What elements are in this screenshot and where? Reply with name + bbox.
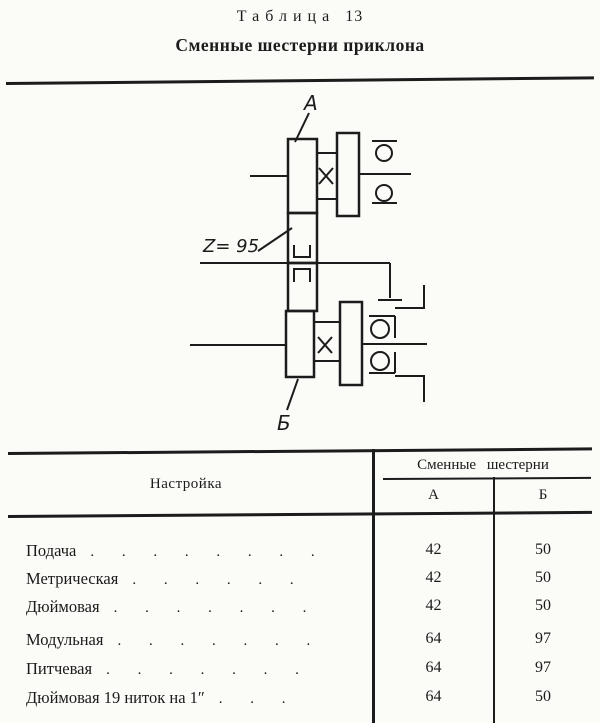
idler-gear-label: Z= 95 [203,236,260,257]
dot-leader: . . . . . . [132,572,295,588]
page-subtitle: Сменные шестерни приклона [175,35,425,55]
table-row-label [26,659,366,679]
dot-leader: . . . [218,691,287,707]
lower-bearing-bottom-ball [371,352,389,370]
page-title [0,8,600,26]
table-header-bottom-rule [8,511,592,518]
row-label-text: Питчевая [26,659,93,678]
page-title-word: Таблица [236,8,336,25]
table-row-label [26,541,366,561]
table-cell-a: 64 [425,688,442,705]
table-cell-a: 42 [425,597,442,614]
table-row-label [26,630,366,650]
table-top-rule [8,447,592,454]
idler-gear-rect [288,213,317,263]
dot-leader: . . . . . . . . [90,544,316,560]
table-cell-b: 97 [535,630,551,647]
lower-bearing-top-ball [371,320,389,338]
gear-a-label: А [304,91,318,115]
table-row-label [26,569,366,589]
housing-bracket-lower [395,376,424,402]
upper-bearing-bottom-ball [376,185,392,201]
gear-train-diagram [0,85,600,440]
row-label-text: Подача [26,541,77,560]
table-cell-b: 50 [535,688,551,705]
table-row-label [26,688,366,708]
dot-leader: . . . . . . . [106,662,300,678]
column-header-a: А [428,487,439,503]
row-label-text: Дюймовая [26,597,100,616]
table-cell-a: 42 [425,541,442,558]
table-row-label [26,597,366,617]
upper-right-gear-rect [337,133,359,216]
dot-leader: . . . . . . . [117,633,312,649]
clutch-jaw-lower [294,269,310,282]
dot-leader: . . . . . . . [113,600,308,616]
housing-bracket-upper [395,285,424,308]
column-header-gears: Сменные шестерни [417,457,549,473]
mid-lower-rect [288,263,317,311]
table-cell-b: 50 [535,541,551,558]
table-cell-b: 50 [535,569,551,586]
gear-b-leader-line [287,379,298,410]
column-header-settings: Настройка [149,476,223,492]
gear-b-rect [286,311,314,377]
table-cell-a: 64 [425,630,442,647]
gear-a-rect [288,139,317,213]
table-cell-a: 42 [425,569,442,586]
gears-subheader-rule [383,477,591,480]
gear-a-leader-line [295,113,309,142]
lower-right-gear-rect [340,302,362,385]
row-label-text: Метрическая [26,569,119,588]
gear-b-label: Б [277,411,291,435]
table-cell-a: 64 [425,659,442,676]
upper-bearing-top-ball [376,145,392,161]
row-label-text: Модульная [26,630,104,649]
page-title-number: 13 [345,8,364,25]
row-label-text: Дюймовая 19 ниток на 1″ [26,688,205,707]
clutch-jaw-upper [294,245,310,257]
title-rule [6,76,594,84]
table-cell-b: 50 [535,597,551,614]
column-header-b: Б [538,487,548,503]
table-cell-b: 97 [535,659,551,676]
